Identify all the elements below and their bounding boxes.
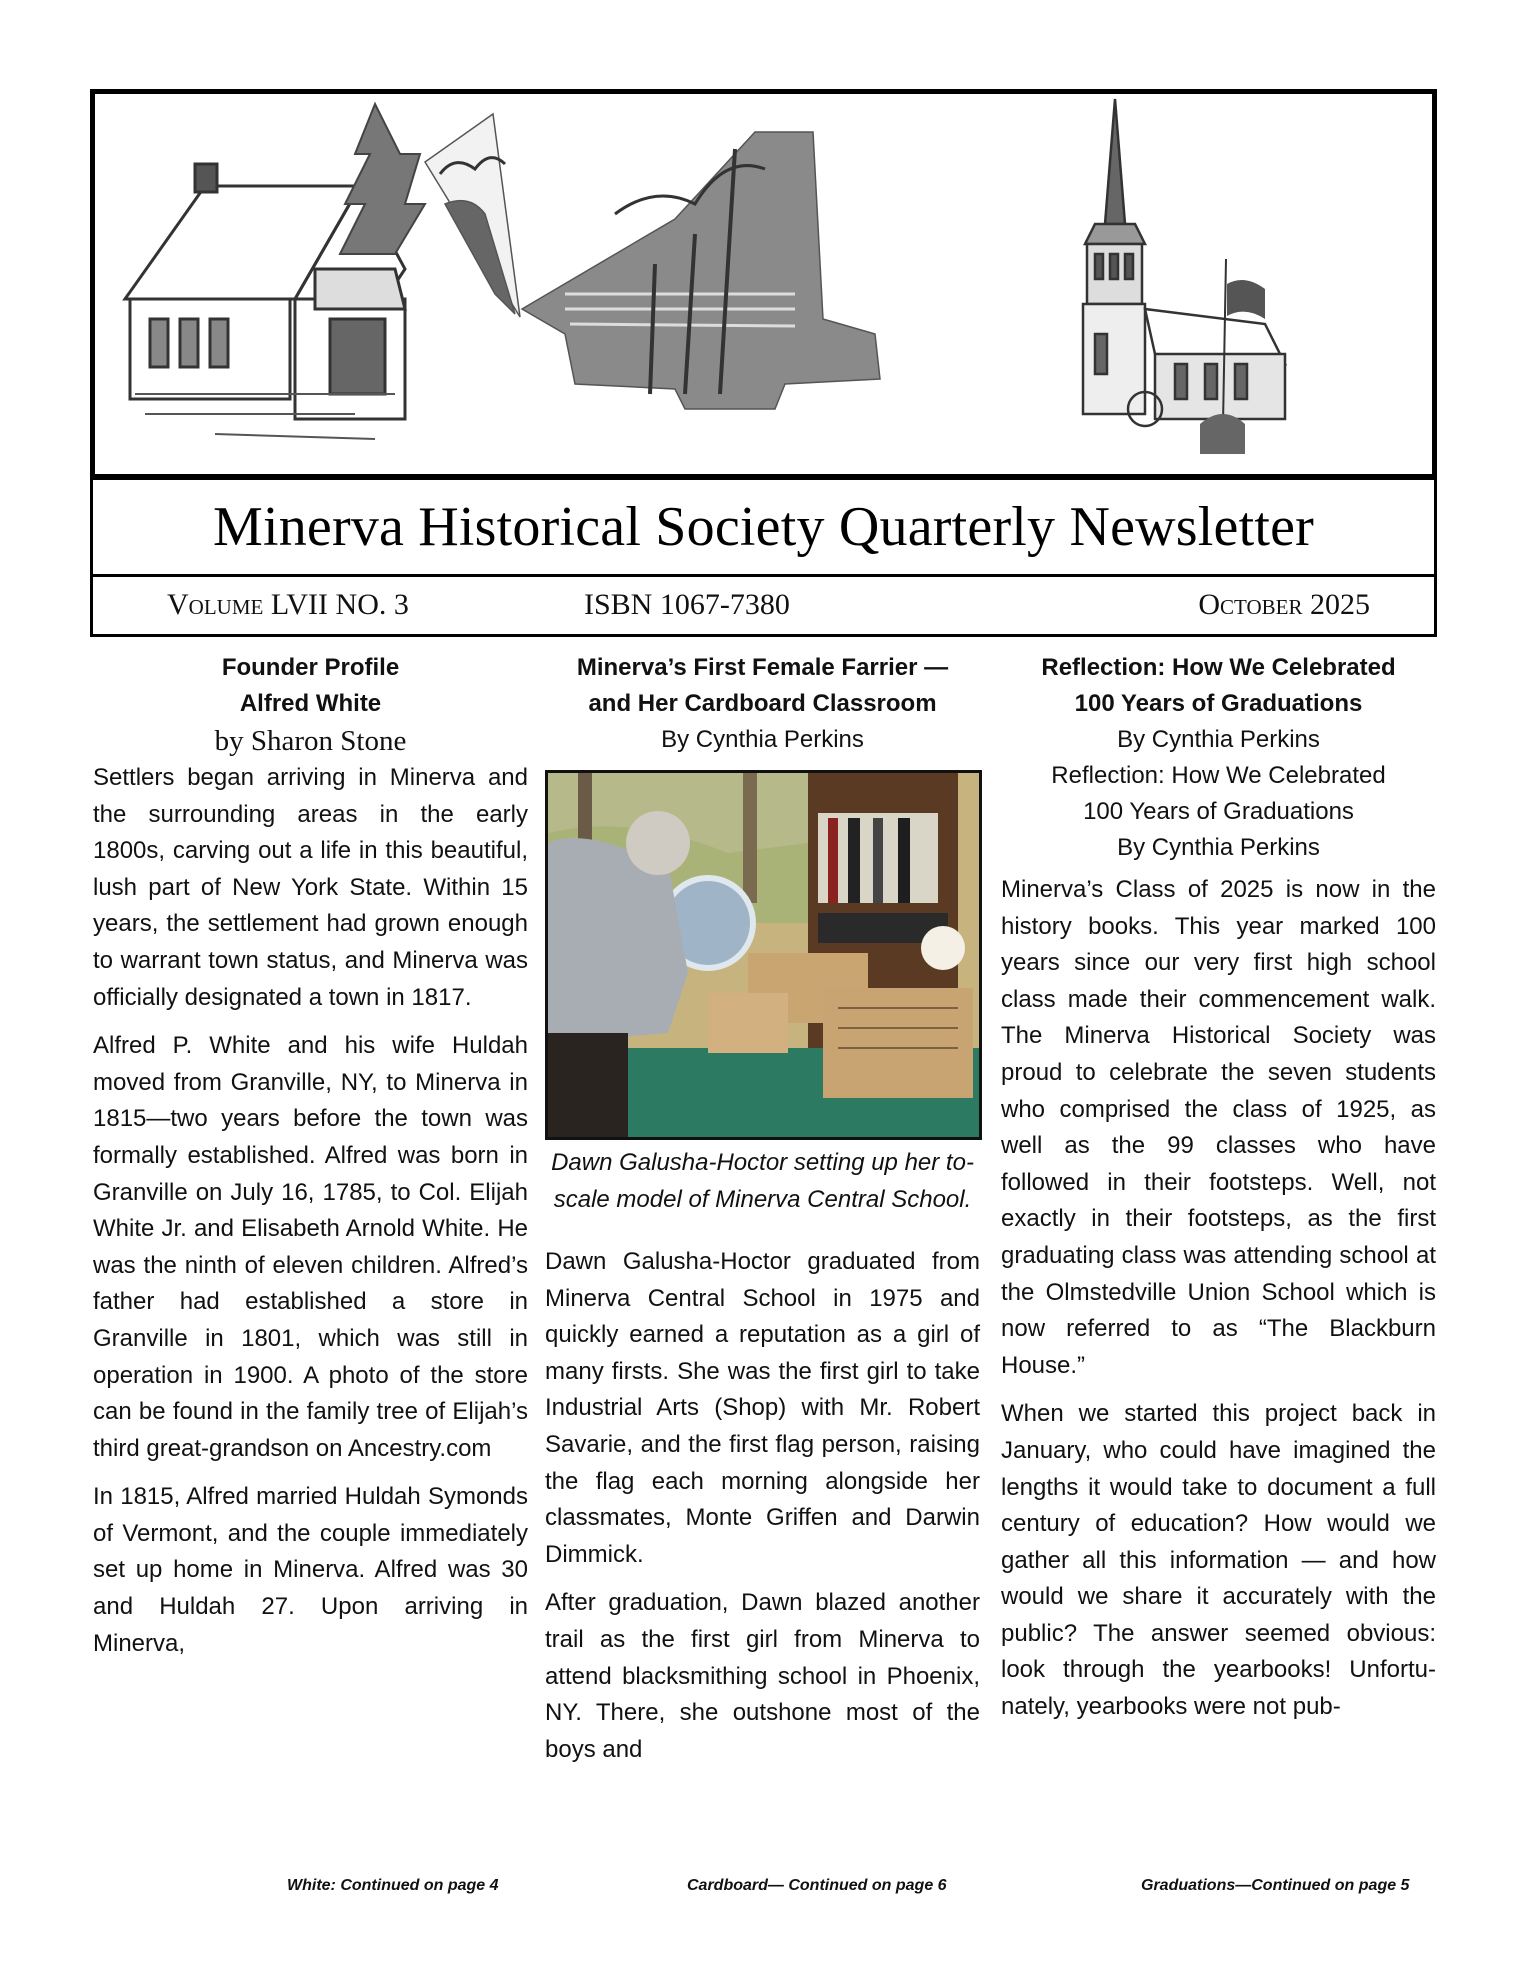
newsletter-title: Minerva Historical Society Quarterly Newsletter [212,496,1315,558]
paragraph: In 1815, Alfred married Huldah Symonds of Vermont, and the couple immediately set up home in Minerva. Alfred was 30 and Huldah 27. Upon arriving in Minerva, [93,1483,528,1657]
repeated-subheading-line-2: 100 Years of Graduations [1083,798,1354,825]
article-heading-line-2: Alfred White [239,690,382,717]
article-heading: Founder Profile [221,654,400,681]
article-graduations-reflection [1001,650,1436,1738]
article-heading: Reflection: How We Celebrated [1041,654,1396,681]
issue-info-row [93,577,1434,634]
masthead-illustration [90,89,1437,480]
article-byline: By Cynthia Perkins [1117,726,1320,753]
article-body [93,760,528,1662]
article-byline: By Cynthia Perkins [661,726,864,753]
article-body [545,1244,980,1768]
minerva-town-map-landscape-drawing [425,114,880,409]
paragraph: Dawn Galusha-Hoctor graduated from Minerva Central School in 1975 and quickly earned a reputation as a girl of many firsts. She was the first girl to take Industrial Arts (Shop) with Mr. Robert Savarie, and the first flag person, raising the flag each morning alongside her classmates, Monte Griffen and Darwin Dimmick. [545,1248,980,1568]
photo-caption: Dawn Galusha-Hoctor setting up her to-scale model of Minerva Central School. [551,1149,974,1213]
continued-note-white: White: Continued on page 4 [287,1877,499,1894]
paragraph: Settlers began arriving in Minerva and the surrounding areas in the early 1800s, carving out a life in this beautiful, lush part of New York State. Within 15 years, the settlement had grown enough to warrant town status, and Minerva was officially designated a town in 1817. [93,764,528,1011]
paragraph: After graduation, Dawn blazed another trail as the first girl from Minerva to attend blacksmithing school in Phoenix, NY. There, she outshone most of the boys and [545,1589,980,1763]
paragraph: Minerva’s Class of 2025 is now in the history books. This year marked 100 years since our very first high school class made their commencement walk. The Minerva Historical Society was proud to celebrate the seven students who comprised the class of 1925, as well as the 99 classes who have followed in their footsteps. Well, not exactly in their footsteps, as the first graduating class was attending school at the Olmstedville Union School which is now referred to as “The Blackburn House.” [1001,876,1436,1379]
article-body [1001,872,1436,1726]
article-photo [545,770,982,1140]
article-founder-profile [93,650,528,1674]
article-heading-line-2: 100 Years of Graduations [1074,690,1363,717]
continued-note-cardboard: Cardboard— Continued on page 6 [687,1877,947,1894]
article-heading: Minerva’s First Female Farrier — [576,654,949,681]
photo-dawn-cardboard-model [548,773,979,1137]
article-byline: by Sharon Stone [214,725,407,757]
masthead-title-box [90,480,1437,637]
title-row [93,480,1434,577]
issue-date: October 2025 [1198,588,1370,621]
schoolhouse-drawing [125,104,425,439]
church-drawing [1083,99,1285,426]
isbn: ISBN 1067-7380 [584,588,790,621]
volume-number: Volume LVII NO. 3 [167,588,409,621]
continued-note-graduations: Graduations—Continued on page 5 [1141,1877,1410,1894]
repeated-byline: By Cynthia Perkins [1117,834,1320,861]
paragraph: Alfred P. White and his wife Huldah moved from Granville, NY, to Minerva in 1815—two years before the town was formally established. Alfred was born in Granville on July 16, 1785, to Col. Elijah White Jr. and Elisabeth Arnold White. He was the ninth of eleven children. Alfred’s father had established a store in Granville in 1801, which was still in operation in 1900. A photo of the store can be found in the family tree of Elijah’s third great-grandson on Ancestry.com [93,1032,528,1462]
paragraph: When we started this project back in January, who could have imagined the lengths it would take to document a full century of education? How would we gather all this information — and how would we share it accurately with the public? The answer seemed obvious: look through the yearbooks! Unfortunately, yearbooks were not pub- [1001,1400,1436,1721]
article-heading-line-2: and Her Cardboard Classroom [588,690,937,717]
masthead-drawings [95,94,1432,474]
article-female-farrier [545,650,980,1780]
repeated-subheading: Reflection: How We Celebrated [1051,762,1386,789]
